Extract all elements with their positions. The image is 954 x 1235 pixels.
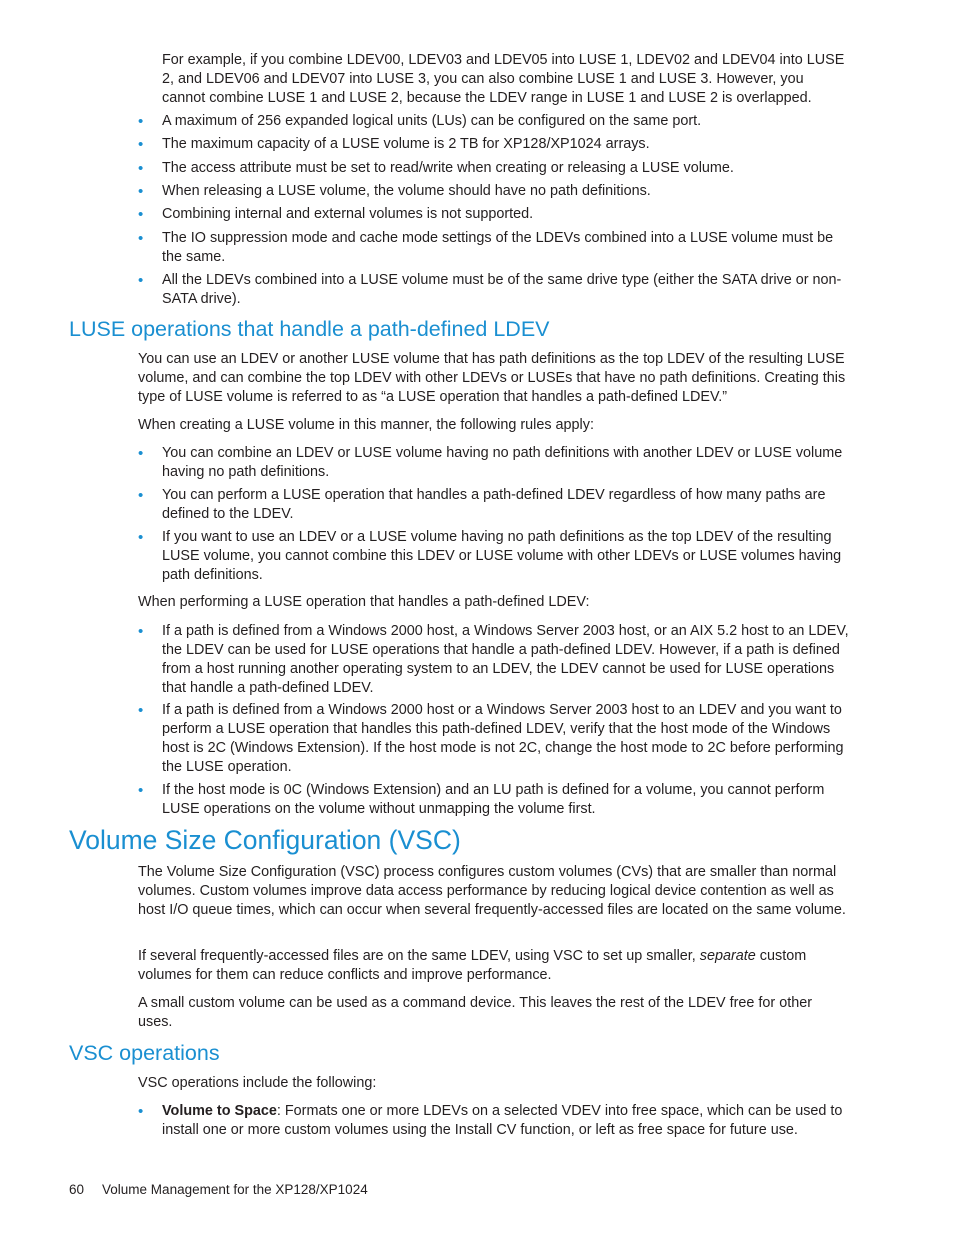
bullet-icon: • xyxy=(138,272,144,289)
luse-paragraph-2: When creating a LUSE volume in this manner, the following rules apply: xyxy=(138,417,594,433)
vsc-paragraph-3: A small custom volume can be used as a command device. This leaves the rest of the LDEV free for other uses. xyxy=(138,995,813,1030)
term-volume-to-space: Volume to Space xyxy=(162,1103,277,1119)
bullet-icon: • xyxy=(138,623,144,640)
vsc-paragraph-1: The Volume Size Configuration (VSC) process configures custom volumes (CVs) that are smaller than normal volumes. Custom volumes improve data access performance by reducing logical device contention as well as host I/O queue times, which can occur when several frequently-accessed files are located on the same volume. xyxy=(138,864,846,918)
page-footer xyxy=(69,1181,368,1199)
list-item: • If the host mode is 0C (Windows Extension) and an LU path is defined for a volume, you cannot perform LUSE operations on the volume without unmapping the volume first. xyxy=(138,782,825,817)
example-paragraph: For example, if you combine LDEV00, LDEV03 and LDEV05 into LUSE 1, LDEV02 and LDEV04 into LUSE 2, and LDEV06 and LDEV07 into LUSE 3, you can also combine LUSE 1 and LUSE 3. However, you cannot combine LUSE 1 and LUSE 2, because the LDEV range in LUSE 1 and LUSE 2 is overlapped. xyxy=(162,52,845,106)
section-heading-luse: LUSE operations that handle a path-defined LDEV xyxy=(69,317,550,341)
emphasis-text: separate xyxy=(699,948,756,964)
list-item: • All the LDEVs combined into a LUSE volume must be of the same drive type (either the SATA drive or non-SATA drive). xyxy=(138,272,842,307)
list-item: • If a path is defined from a Windows 2000 host, a Windows Server 2003 host, or an AIX 5.2 host to an LDEV, the LDEV can be used for LUSE operations that handle a path-defined LDEV. However, if a path is defined from a host running another operating system to an LDEV, the LDEV cannot be used for LUSE operations that handle a path-defined LDEV. xyxy=(138,623,849,696)
bullet-icon: • xyxy=(138,230,144,247)
bullet-icon: • xyxy=(138,702,144,719)
bullet-icon: • xyxy=(138,136,144,153)
list-item: • Combining internal and external volumes is not supported. xyxy=(138,206,534,223)
luse-paragraph-1: You can use an LDEV or another LUSE volume that has path definitions as the top LDEV of the resulting LUSE volume, and can combine the top LDEV with other LDEVs or LUSEs that have no path definitions. Creating this type of LUSE volume is referred to as “a LUSE operation that handles a path-defined LDEV.” xyxy=(138,351,846,405)
bullet-icon: • xyxy=(138,160,144,177)
bullet-icon: • xyxy=(138,113,144,130)
section-heading-vsc: Volume Size Configuration (VSC) xyxy=(69,825,461,855)
vsc-ops-intro: VSC operations include the following: xyxy=(138,1075,377,1091)
list-item: • If a path is defined from a Windows 2000 host or a Windows Server 2003 host to an LDEV and you want to perform a LUSE operation that handles this path-defined LDEV, verify that the host mode of the Windows host is 2C (Windows Extension). If the host mode is not 2C, change the host mode to 2C before performing the LUSE operation. xyxy=(138,702,844,775)
list-item: • When releasing a LUSE volume, the volume should have no path definitions. xyxy=(138,183,651,200)
list-item: • You can combine an LDEV or LUSE volume having no path definitions with another LDEV or LUSE volume having no path definitions. xyxy=(138,445,843,480)
bullet-icon: • xyxy=(138,487,144,504)
section-heading-vsc-operations: VSC operations xyxy=(69,1041,220,1065)
bullet-icon: • xyxy=(138,1103,144,1120)
bullet-icon: • xyxy=(138,183,144,200)
list-item: • The access attribute must be set to read/write when creating or releasing a LUSE volume. xyxy=(138,160,734,177)
list-item: • If you want to use an LDEV or a LUSE volume having no path definitions as the top LDEV of the resulting LUSE volume, you cannot combine this LDEV or LUSE volume with other LDEVs or LUSE volumes having path definitions. xyxy=(138,529,842,583)
luse-paragraph-3: When performing a LUSE operation that handles a path-defined LDEV: xyxy=(138,594,590,610)
bullet-icon: • xyxy=(138,445,144,462)
vsc-paragraph-2: If several frequently-accessed files are on the same LDEV, using VSC to set up smaller, separate custom volumes for them can reduce conflicts and improve performance. xyxy=(138,948,807,983)
list-item: • The IO suppression mode and cache mode settings of the LDEVs combined into a LUSE volume must be the same. xyxy=(138,230,834,265)
list-item: • Volume to Space: Formats one or more LDEVs on a selected VDEV into free space, which can be used to install one or more custom volumes using the Install CV function, or left as free space for future use. xyxy=(138,1103,843,1138)
bullet-icon: • xyxy=(138,206,144,223)
bullet-icon: • xyxy=(138,529,144,546)
list-item: • You can perform a LUSE operation that handles a path-defined LDEV regardless of how many paths are defined to the LDEV. xyxy=(138,487,826,522)
bullet-icon: • xyxy=(138,782,144,799)
page-number: 60 xyxy=(69,1182,85,1197)
list-item: • The maximum capacity of a LUSE volume is 2 TB for XP128/XP1024 arrays. xyxy=(138,136,650,153)
footer-title: Volume Management for the XP128/XP1024 xyxy=(102,1182,368,1197)
list-item: • A maximum of 256 expanded logical units (LUs) can be configured on the same port. xyxy=(138,113,702,130)
